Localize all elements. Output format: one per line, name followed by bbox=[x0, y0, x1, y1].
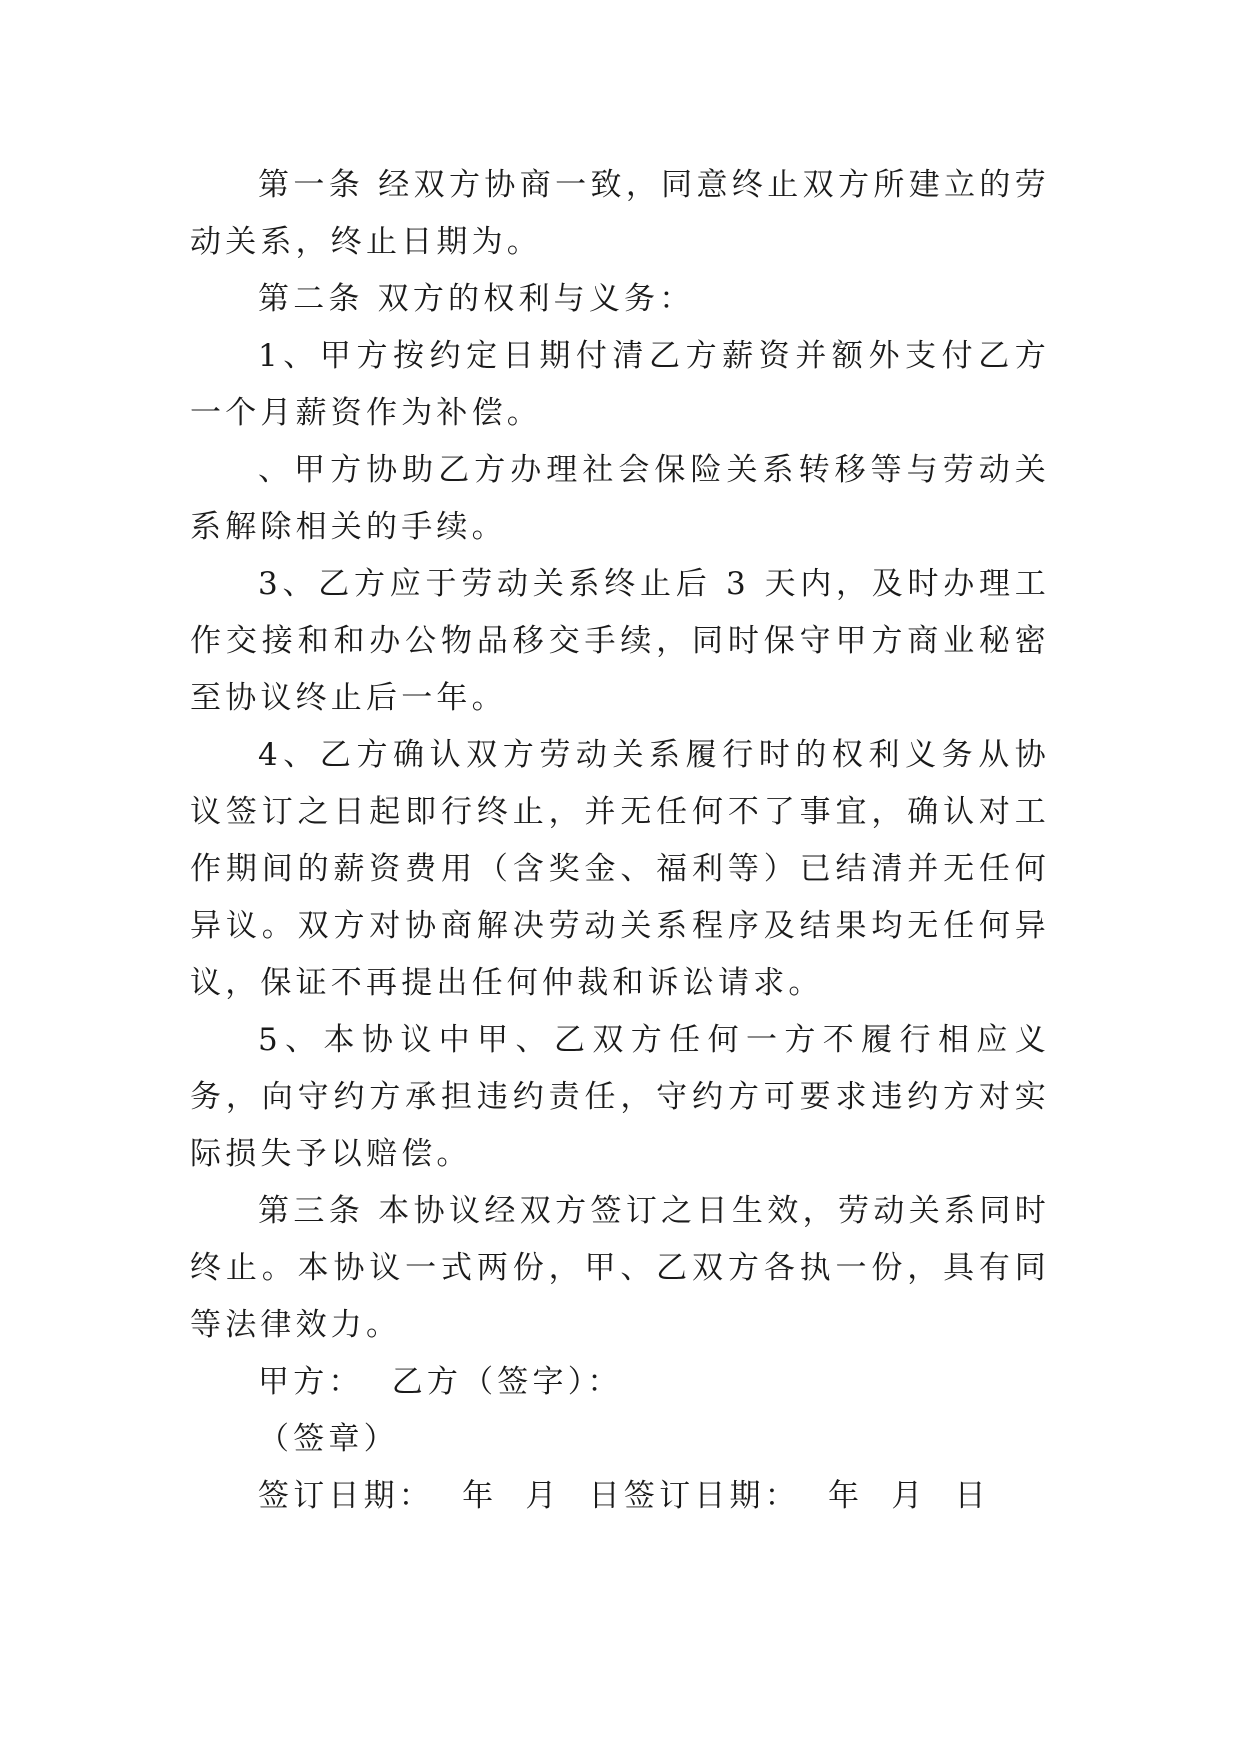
clause-1-paragraph: 第一条 经双方协商一致，同意终止双方所建立的劳动关系，终止日期为。 bbox=[190, 167, 1050, 260]
clause-2-item-4: 4、乙方确认双方劳动关系履行时的权利义务从协议签订之日起即行终止，并无任何不了事宜，确认对工作期间的薪资费用（含奖金、福利等）已结清并无任何异议。双方对协商解决劳动关系程序及结果均无任何异议，保证不再提出任何仲裁和诉讼请求。 bbox=[190, 737, 1050, 1001]
signature-seal-line: （签章） bbox=[258, 1421, 399, 1457]
clause-2-item-1: 1、甲方按约定日期付清乙方薪资并额外支付乙方一个月薪资作为补偿。 bbox=[190, 338, 1050, 431]
clause-2-item-3: 3、乙方应于劳动关系终止后 3 天内，及时办理工作交接和和办公物品移交手续，同时保守甲方商业秘密至协议终止后一年。 bbox=[190, 566, 1050, 716]
signature-date-line: 签订日期： 年 月 日签订日期： 年 月 日 bbox=[258, 1478, 990, 1514]
clause-3-paragraph: 第三条 本协议经双方签订之日生效，劳动关系同时终止。本协议一式两份，甲、乙双方各执一份，具有同等法律效力。 bbox=[190, 1193, 1050, 1343]
signature-parties-line: 甲方： 乙方（签字）： bbox=[258, 1364, 623, 1400]
clause-2-item-2: 、甲方协助乙方办理社会保险关系转移等与劳动关系解除相关的手续。 bbox=[190, 452, 1050, 545]
document-body bbox=[190, 157, 1050, 1525]
clause-2-heading: 第二条 双方的权利与义务： bbox=[258, 281, 695, 317]
clause-2-item-5: 5、本协议中甲、乙双方任何一方不履行相应义务，向守约方承担违约责任，守约方可要求违约方对实际损失予以赔偿。 bbox=[190, 1022, 1050, 1172]
